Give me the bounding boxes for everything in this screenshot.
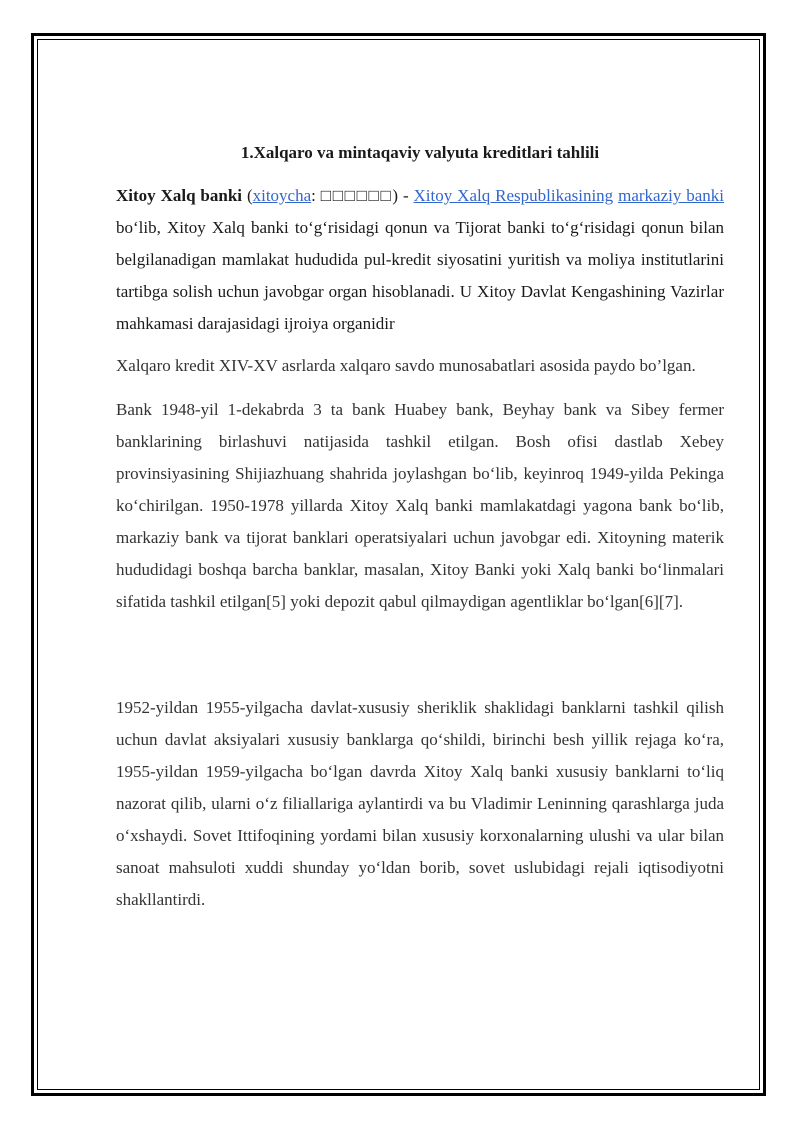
open-paren: ( xyxy=(242,186,253,205)
paragraph-nationalization: 1952-yildan 1955-yilgacha davlat-xususiy sheriklik shaklidagi banklarni tashkil qilish uchun davlat aksiyalari xususiy banklarga qo‘shildi, birinchi besh yillik rejaga ko‘ra, 1955-yildan 1959-yilgacha bo‘lgan davrda Xitoy Xalq banki xususiy banklarni to‘liq nazorat qilib, ularni o‘z filiallariga aylantirdi va bu Vladimir Leninning qarashlarga juda o‘xshaydi. Sovet Ittifoqining yordami bilan xususiy korxonalarning ulushi va ular bilan sanoat mahsuloti xuddi shunday yo‘ldan borib, sovet uslubidagi rejali iqtisodiyotni shakllantirdi. xyxy=(116,698,724,909)
colon: : xyxy=(311,186,321,205)
prc-link[interactable]: Xitoy Xalq Respublikasining xyxy=(413,186,614,205)
document-title: 1.Xalqaro va mintaqaviy valyuta kreditlari tahlili xyxy=(240,143,600,162)
language-link[interactable]: xitoycha xyxy=(252,186,312,205)
document-body xyxy=(116,138,724,916)
native-name: □□□□□□ xyxy=(320,186,393,205)
close-dash: ) - xyxy=(392,186,414,205)
paragraph-pboc-intro xyxy=(116,180,724,340)
paragraph-international-credit: Xalqaro kredit XIV-XV asrlarda xalqaro savdo munosabatlari asosida paydo bo’lgan. xyxy=(116,356,696,375)
paragraph-bank-history: Bank 1948-yil 1-dekabrda 3 ta bank Huabey bank, Beyhay bank va Sibey fermer banklarining birlashuvi natijasida tashkil etilgan. Bosh ofisi dastlab Xebey provinsiyasining Shijiazhuang shahrida joylashgan bo‘lib, keyinroq 1949-yilda Pekinga ko‘chirilgan. 1950-1978 yillarda Xitoy Xalq banki mamlakatdagi yagona bank bo‘lib, markaziy bank va tijorat banklari operatsiyalari uchun javobgar edi. Xitoyning materik hududidagi boshqa barcha banklar, masalan, Xitoy Banki yoki Xalq banki bo‘linmalari sifatida tashkil etilgan[5] yoki depozit qabul qilmaydigan agentliklar bo‘lgan[6][7]. xyxy=(116,400,724,611)
term-bold: Xitoy Xalq banki xyxy=(116,186,243,205)
paragraph-rest: bo‘lib, Xitoy Xalq banki to‘g‘risidagi qonun va Tijorat banki to‘g‘risidagi qonun bilan belgilanadigan mamlakat hududida pul-kredit siyosatini yuritish va moliya institutlarini tartibga solish uchun javobgar organ hisoblanadi. U Xitoy Davlat Kengashining Vazirlar mahkamasi darajasidagi ijroiya organidir xyxy=(116,218,724,333)
central-bank-link[interactable]: markaziy banki xyxy=(618,186,725,205)
